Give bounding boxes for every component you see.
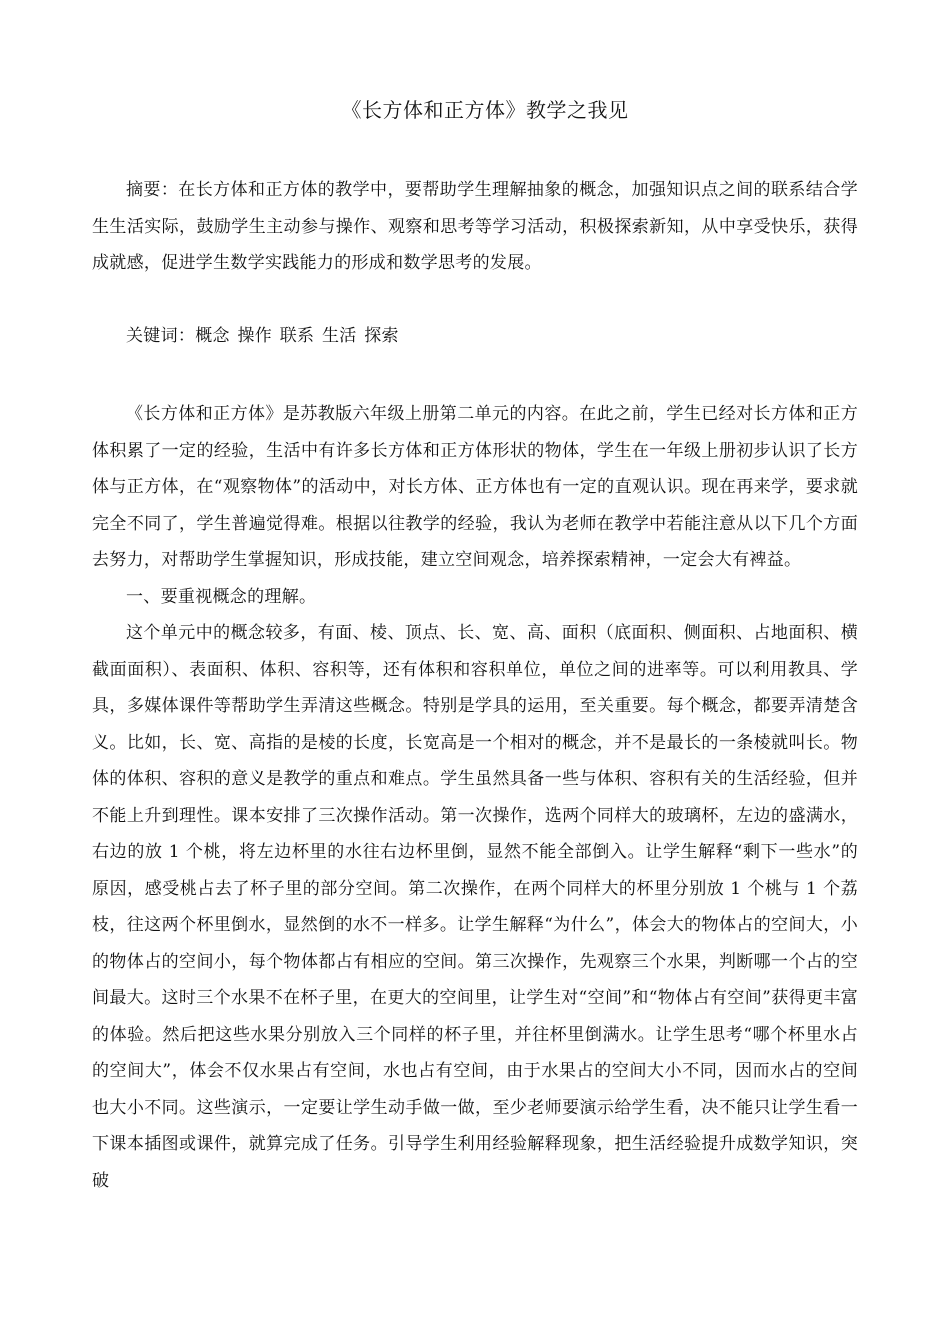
keyword-item: 联系 [279, 325, 315, 346]
keyword-item: 概念 [195, 325, 230, 346]
keywords-line [92, 318, 858, 355]
keyword-item: 生活 [321, 325, 357, 346]
section-body-paragraph: 这个单元中的概念较多，有面、棱、顶点、长、宽、高、面积（底面积、侧面积、占地面积、横截面面积）、表面积、体积、容积等，还有体积和容积单位，单位之间的进率等。可以利用教具、学具，多媒体课件等帮助学生弄清这些概念。特别是学具的运用，至关重要。每个概念，都要弄清楚含义。比如，长、宽、高指的是棱的长度，长宽高是一个相对的概念，并不是最长的一条棱就叫长。物体的体积、容积的意义是教学的重点和难点。学生虽然具备一些与体积、容积有关的生活经验，但并不能上升到理性。课本安排了三次操作活动。第一次操作，选两个同样大的玻璃杯，左边的盛满水，右边的放 1 个桃，将左边杯里的水往右边杯里倒，显然不能全部倒入。让学生解释“剩下一些水”的原因，感受桃占去了杯子里的部分空间。第二次操作，在两个同样大的杯里分别放 1 个桃与 1 个荔枝，往这两个杯里倒水，显然倒的水不一样多。让学生解释“为什么”，体会大的物体占的空间大，小的物体占的空间小，每个物体都占有相应的空间。第三次操作，先观察三个水果，判断哪一个占的空间最大。这时三个水果不在杯子里，在更大的空间里，让学生对“空间”和“物体占有空间”获得更丰富的体验。然后把这些水果分别放入三个同样的杯子里，并往杯里倒满水。让学生思考“哪个杯里水占的空间大”，体会不仅水果占有空间，水也占有空间，由于水果占的空间大小不同，因而水占的空间也大小不同。这些演示，一定要让学生动手做一做，至少老师要演示给学生看，决不能只让学生看一下课本插图或课件，就算完成了任务。引导学生利用经验解释现象，把生活经验提升成数学知识，突破 [92, 623, 858, 1191]
document-title: 《长方体和正方体》教学之我见 [341, 98, 629, 122]
intro-paragraph: 《长方体和正方体》是苏教版六年级上册第二单元的内容。在此之前，学生已经对长方体和正方体积累了一定的经验，生活中有许多长方体和正方体形状的物体，学生在一年级上册初步认识了长方体与正方体，在“观察物体”的活动中，对长方体、正方体也有一定的直观认识。现在再来学，要求就完全不同了，学生普遍觉得难。根据以往教学的经验，我认为老师在教学中若能注意从以下几个方面去努力，对帮助学生掌握知识，形成技能，建立空间观念，培养探索精神，一定会大有裨益。 [92, 404, 858, 570]
keyword-item: 探索 [364, 325, 399, 346]
keywords-label: 关键词： [126, 325, 196, 346]
abstract-paragraph: 摘要：在长方体和正方体的教学中，要帮助学生理解抽象的概念，加强知识点之间的联系结合学生生活实际，鼓励学生主动参与操作、观察和思考等学习活动，积极探索新知，从中享受快乐，获得成就感，促进学生数学实践能力的形成和数学思考的发展。 [92, 180, 858, 273]
document-page [92, 96, 858, 1199]
keyword-item: 操作 [237, 325, 273, 346]
section-heading: 一、要重视概念的理解。 [126, 586, 317, 607]
